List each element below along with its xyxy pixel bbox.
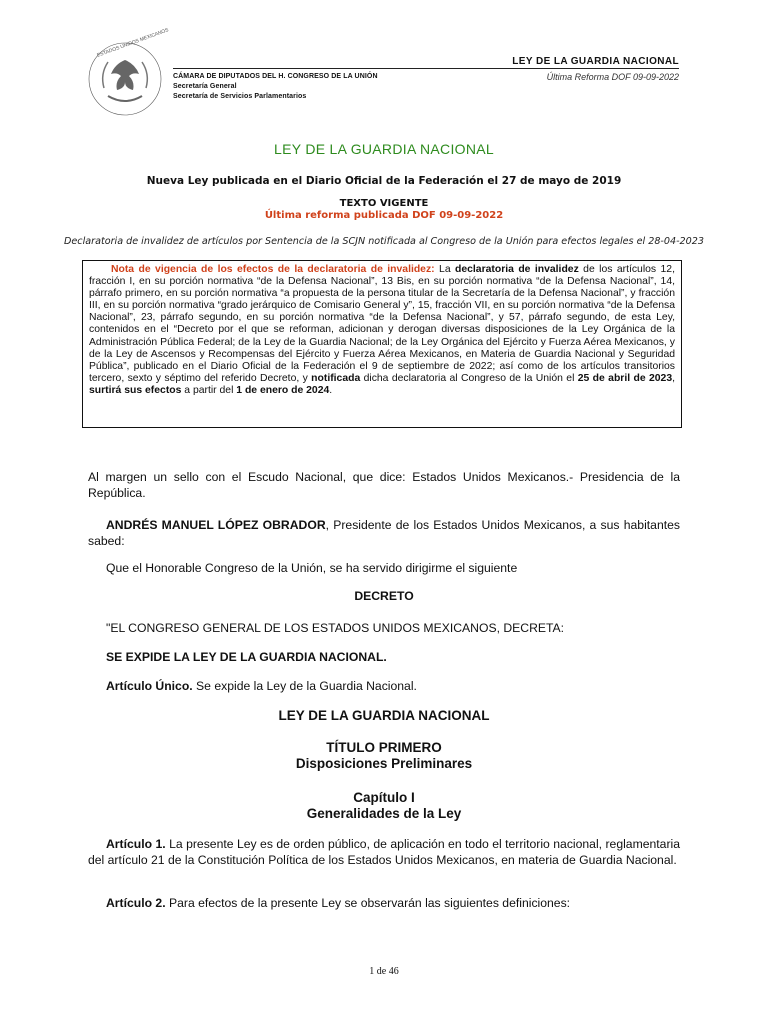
titulo-subheading: Disposiciones Preliminares bbox=[295, 756, 473, 771]
note-text-5: a partir del bbox=[181, 384, 237, 396]
capitulo-heading: Capítulo I bbox=[353, 790, 415, 805]
validity-note-box bbox=[82, 260, 682, 428]
articulo-2-label: Artículo 2. bbox=[106, 896, 166, 910]
paragraph-articulo-1 bbox=[88, 836, 680, 868]
articulo-1-label: Artículo 1. bbox=[106, 837, 166, 851]
articulo-2-text: Para efectos de la presente Ley se observarán las siguientes definiciones: bbox=[165, 896, 571, 910]
paragraph-expide bbox=[88, 649, 680, 665]
decree-heading: DECRETO bbox=[354, 589, 414, 603]
paragraph-president bbox=[88, 517, 680, 549]
status-line: TEXTO VIGENTE bbox=[339, 198, 429, 209]
header-institution: CÁMARA DE DIPUTADOS DEL H. CONGRESO DE LA UNIÓN bbox=[173, 73, 378, 80]
expide-text: SE EXPIDE LA LEY DE LA GUARDIA NACIONAL. bbox=[106, 650, 387, 664]
paragraph-congress bbox=[88, 560, 680, 576]
note-bold-2: notificada bbox=[311, 372, 361, 384]
declaration-line: Declaratoria de invalidez de artículos por Sentencia de la SCJN notificada al Congreso de la Unión para efectos legales el 28-04-2023 bbox=[64, 236, 704, 247]
note-label: Nota de vigencia de los efectos de la declaratoria de invalidez: bbox=[111, 264, 435, 275]
header-department: Secretaría General bbox=[173, 83, 237, 90]
note-text-3: dicha declaratoria al Congreso de la Unión el bbox=[360, 372, 578, 384]
note-text-4: , bbox=[672, 372, 675, 384]
paragraph-articulo-2 bbox=[88, 895, 680, 911]
seal-caption: ESTADOS UNIDOS MEXICANOS bbox=[96, 27, 170, 59]
header-divider bbox=[173, 68, 679, 69]
note-text-2: de los artículos 12, fracción I, en su porción normativa “de la Defensa Nacional”, 13 Bis, en su porción normativa “de la Defensa Nacional”, 14, párrafo primero, en su porción normativa “a propuesta de la persona titular de la Secretaría de la Defensa Nacional”, y fracción III, en su porción normativa “grado jerárquico de Comisario General y”, 15, fracción VII, en su porción normativa “de la Defensa Nacional”, 23, párrafo segundo, en su porción normativa “de la Defensa Nacional”, y 57, párrafo segundo, de esta Ley, contenidos en el “Decreto por el que se reforman, adicionan y derogan diversas disposiciones de la Ley Orgánica de la Administración Pública Federal; de la Ley de la Guardia Nacional; de la Ley Orgánica del Ejército y Fuerza Aérea Mexicanos, y de la Ley de Ascensos y Recompensas del Ejército y Fuerza Aérea Mexicanos, en Materia de Guardia Nacional y Seguridad Pública”, publicado en el Diario Oficial de la Federación el 9 de septiembre de 2022; así como de los artículos transitorios tercero, sexto y séptimo del referido Decreto, y bbox=[89, 264, 675, 384]
titulo-heading: TÍTULO PRIMERO bbox=[326, 740, 442, 755]
articulo-unico-label: Artículo Único. bbox=[106, 679, 193, 693]
president-text: , Presidente de los Estados Unidos Mexicanos, a sus habitantes sabed: bbox=[88, 518, 680, 548]
capitulo-subheading: Generalidades de la Ley bbox=[306, 806, 462, 821]
last-reform-line: Última reforma publicada DOF 09-09-2022 bbox=[264, 210, 504, 221]
paragraph-decreta bbox=[88, 620, 680, 636]
note-bold-1: declaratoria de invalidez bbox=[455, 264, 579, 275]
decreta-text: "EL CONGRESO GENERAL DE LOS ESTADOS UNIDOS MEXICANOS, DECRETA: bbox=[106, 621, 565, 635]
articulo-unico-text: Se expide la Ley de la Guardia Nacional. bbox=[192, 679, 417, 693]
note-bold-4: surtirá sus efectos bbox=[89, 384, 182, 396]
header-last-reform: Última Reforma DOF 09-09-2022 bbox=[546, 72, 679, 82]
articulo-1-text: La presente Ley es de orden público, de aplicación en todo el territorio nacional, reglamentaria del artículo 21 de la Constitución Política de los Estados Unidos Mexicanos, en materia de Guardia Nacional. bbox=[88, 837, 681, 867]
publication-line: Nueva Ley publicada en el Diario Oficial de la Federación el 27 de mayo de 2019 bbox=[146, 175, 622, 187]
header-law-title: LEY DE LA GUARDIA NACIONAL bbox=[512, 56, 679, 67]
paragraph-articulo-unico bbox=[88, 678, 680, 694]
president-name: ANDRÉS MANUEL LÓPEZ OBRADOR bbox=[106, 518, 326, 532]
document-title: LEY DE LA GUARDIA NACIONAL bbox=[274, 141, 494, 157]
page-number: 1 de 46 bbox=[369, 966, 399, 977]
note-text-1: La bbox=[434, 264, 456, 275]
note-bold-5: 1 de enero de 2024 bbox=[236, 384, 330, 396]
congress-text: Que el Honorable Congreso de la Unión, se ha servido dirigirme el siguiente bbox=[106, 561, 518, 575]
note-text-6: . bbox=[329, 384, 333, 396]
header-office: Secretaría de Servicios Parlamentarios bbox=[173, 93, 307, 100]
header-institution-block bbox=[173, 72, 378, 102]
note-bold-3: 25 de abril de 2023 bbox=[577, 372, 673, 384]
law-heading: LEY DE LA GUARDIA NACIONAL bbox=[278, 708, 490, 723]
paragraph-seal: Al margen un sello con el Escudo Nacional, que dice: Estados Unidos Mexicanos.- Presidencia de la República. bbox=[88, 470, 680, 500]
